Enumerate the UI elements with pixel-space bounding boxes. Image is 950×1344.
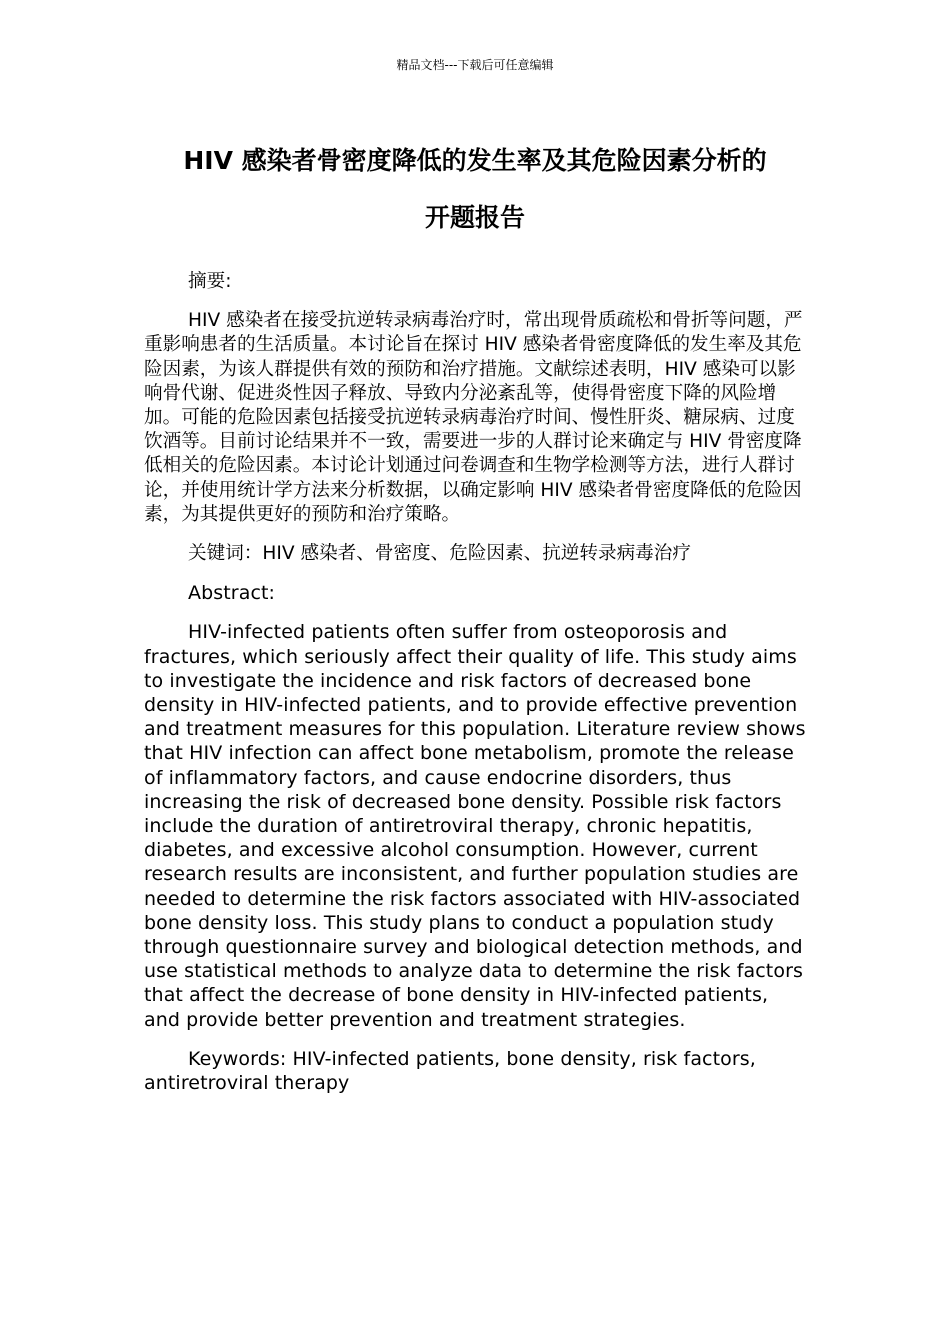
- abstract-cn-heading: 摘要:: [188, 271, 232, 292]
- abstract-en-body: HIV-infected patients often suffer from osteoporosis and fractures, which seriously affect their quality of life. This study aims to investigate the incidence and risk factors of decreased bone density in HIV-infected patients, and to provide effective prevention and treatment measures for this population. Literature review shows that HIV infection can affect bone metabolism, promote the release of inflammatory factors, and cause endocrine disorders, thus increasing the risk of decreased bone density. Possible risk factors include the duration of antiretroviral therapy, chronic hepatitis, diabetes, and excessive alcohol consumption. However, current research results are inconsistent, and further population studies are needed to determine the risk factors associated with HIV-associated bone density loss. This study plans to conduct a population study through questionnaire survey and biological detection methods, and use statistical methods to analyze data to determine the risk factors that affect the decrease of bone density in HIV-infected patients, and provide better prevention and treatment strategies.: [144, 621, 806, 1031]
- abstract-en-heading: Abstract:: [188, 582, 276, 605]
- header-note: 精品文档---下载后可任意编辑: [396, 58, 554, 72]
- abstract-cn-body: HIV 感染者在接受抗逆转录病毒治疗时，常出现骨质疏松和骨折等问题，严重影响患者的生活质量。本讨论旨在探讨 HIV 感染者骨密度降低的发生率及其危险因素，为该人群提供有效的预防和治疗措施。文献综述表明，HIV 感染可以影响骨代谢、促进炎性因子释放、导致内分泌紊乱等，使得骨密度下降的风险增加。可能的危险因素包括接受抗逆转录病毒治疗时间、慢性肝炎、糖尿病、过度饮酒等。目前讨论结果并不一致，需要进一步的人群讨论来确定与 HIV 骨密度降低相关的危险因素。本讨论计划通过问卷调查和生物学检测等方法，进行人群讨论，并使用统计学方法来分析数据，以确定影响 HIV 感染者骨密度降低的危险因素，为其提供更好的预防和治疗策略。: [144, 310, 803, 525]
- keywords-en: Keywords: HIV-infected patients, bone density, risk factors, antiretroviral therapy: [144, 1047, 756, 1095]
- document-title-line-2: 开题报告: [424, 203, 525, 232]
- keywords-cn: 关键词：HIV 感染者、骨密度、危险因素、抗逆转录病毒治疗: [188, 543, 691, 565]
- document-body: [144, 270, 809, 1110]
- document-title: [130, 132, 820, 246]
- document-title-line-1: HIV 感染者骨密度降低的发生率及其危险因素分析的: [183, 146, 767, 175]
